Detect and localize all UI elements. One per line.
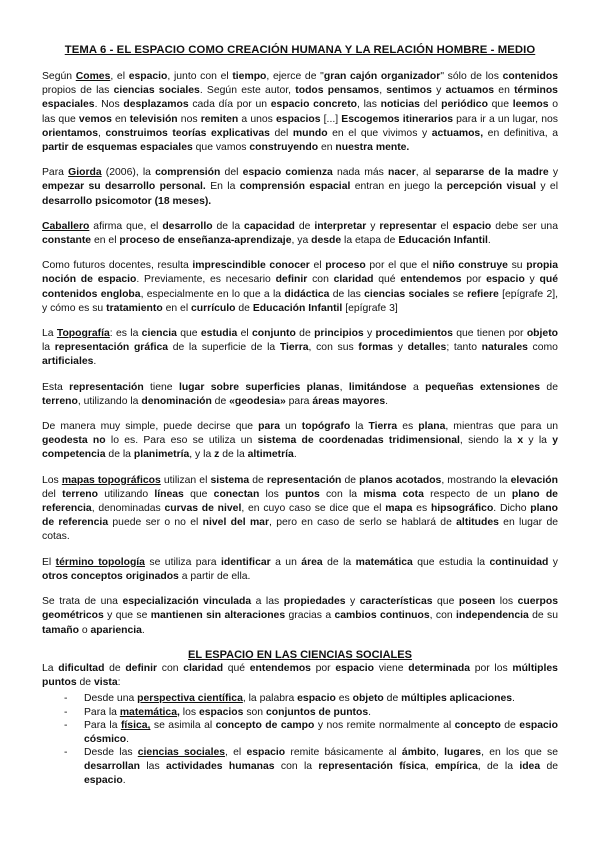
paragraph-caballero: Caballero afirma que, el desarrollo de la capacidad de interpretar y representar el espacio debe ser una constante en el proceso de enseñanza-aprendizaje, ya desde la etapa de Educación Infantil. [42,220,558,247]
list-item: - Para la física, se asimila al concepto de campo y nos remite normalmente al concepto de espacio cósmico. [64,719,558,746]
paragraph-topografo: De manera muy simple, puede decirse que para un topógrafo la Tierra es plana, mientras que para un geodesta no lo es. Para eso se utiliza un sistema de coordenadas tridimensional, siendo la x y la y competencia de la planimetría, y la z de la altimetría. [42,421,558,461]
paragraph-comes: Según Comes, el espacio, junto con el tiempo, ejerce de "gran cajón organizador" sólo de los contenidos propios de las ciencias sociales. Según este autor, todos pensamos, sentimos y actuamos en términos espaciales. Nos desplazamos cada día por un espacio concreto, las noticias del periódico que leemos o las que vemos en televisión nos remiten a unos espacios [...] Escogemos itinerarios para ir a un lugar, nos orientamos, construimos teorías explicativas del mundo en el que vivimos y actuamos, en definitiva, a partir de esquemas espaciales que vamos construyendo en nuestra mente. [42,71,559,154]
paragraph-especializacion: Se trata de una especialización vinculada a las propiedades y características que poseen los cuerpos geométricos y que se mantienen sin alteraciones gracias a cambios continuos, con independencia de su tamaño o apariencia. [42,596,559,636]
points-of-view-list [42,692,558,787]
list-item: - Desde las ciencias sociales, el espacio remite básicamente al ámbito, lugares, en los que se desarrollan las actividades humanas con la representación física, empírica, de la idea de espacio. [64,746,558,787]
section-heading: EL ESPACIO EN LAS CIENCIAS SOCIALES [188,648,412,661]
paragraph-giorda: Para Giorda (2006), la comprensión del espacio comienza nada más nacer, al separarse de la madre y empezar su desarrollo personal. En la comprensión espacial entran en juego la percepción visual y el desarrollo psicomotor (18 meses). [42,167,559,207]
paragraph-topologia: El término topología se utiliza para identificar a un área de la matemática que estudia la continuidad y otros conceptos originados a partir de ella. [42,556,558,582]
paragraph-futuros-docentes: Como futuros docentes, resulta imprescindible conocer el proceso por el que el niño construye su propia noción de espacio. Previamente, es necesario definir con claridad qué entendemos por espacio y qué contenidos engloba, especialmente en lo que a la didáctica de las ciencias sociales se refiere [epígrafe 2], y cómo es su tratamiento en el currículo de Educación Infantil [epígrafe 3] [42,260,559,314]
page-title: TEMA 6 - EL ESPACIO COMO CREACIÓN HUMANA Y LA RELACIÓN HOMBRE - MEDIO [64,44,536,56]
paragraph-mapas-topograficos: Los mapas topográficos utilizan el sistema de representación de planos acotados, mostrando la elevación del terreno utilizando líneas que conectan los puntos con la misma cota respecto de un plano de referencia, denominadas curvas de nivel, en cuyo caso se dice que el mapa es hipsográfico. Dicho plano de referencia puede ser o no el nivel del mar, pero en caso de serlo se hablará de altitudes en lugar de cotas. [42,474,559,543]
paragraph-dificultad: La dificultad de definir con claridad qué entendemos por espacio viene determinada por los múltiples puntos de vista: [42,662,558,688]
paragraph-topografia: La Topografía: es la ciencia que estudia el conjunto de principios y procedimientos que tienen por objeto la representación gráfica de la superficie de la Tierra, con sus formas y detalles; tanto naturales como artificiales. [42,328,558,368]
list-item: - Desde una perspectiva científica, la palabra espacio es objeto de múltiples aplicaciones. [64,692,558,706]
list-item: - Para la matemática, los espacios son conjuntos de puntos. [64,706,558,720]
paragraph-representacion: Esta representación tiene lugar sobre superficies planas, limitándose a pequeñas extensiones de terreno, utilizando la denominación de «geodesia» para áreas mayores. [42,381,558,407]
